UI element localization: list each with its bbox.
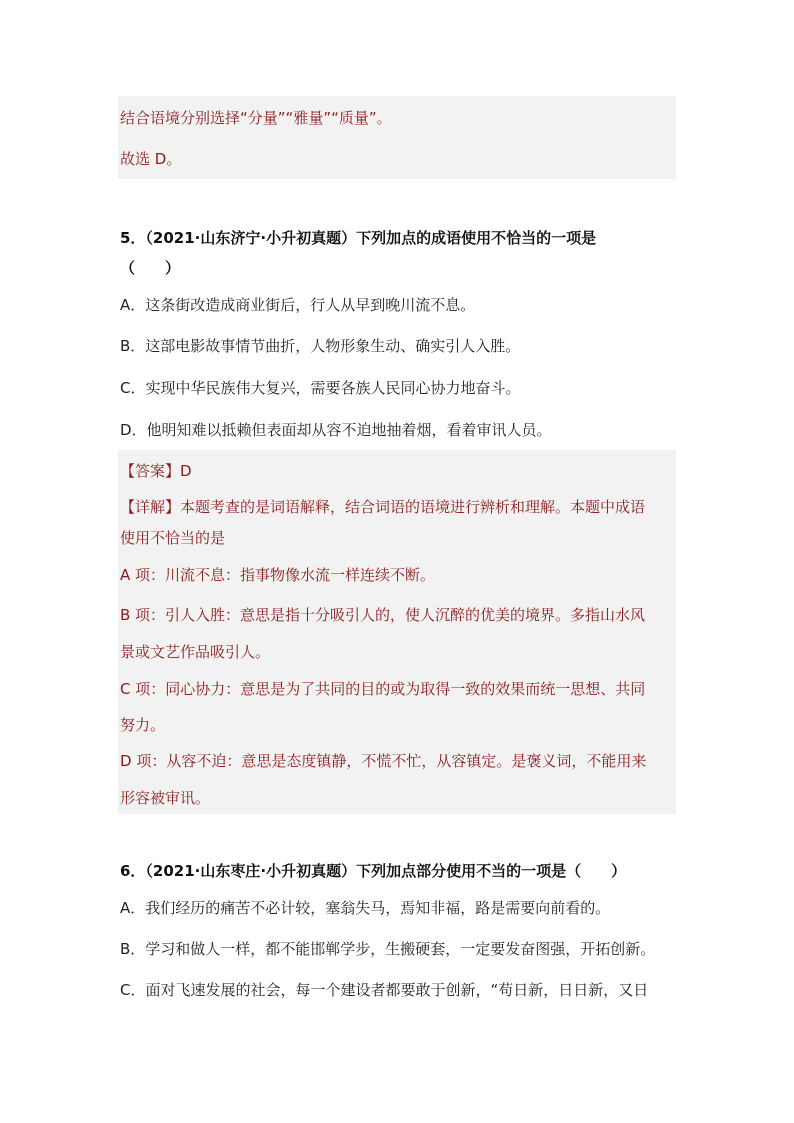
answer-label: 【答案】D [120, 462, 192, 480]
question-5-option-c: C．实现中华民族伟大复兴，需要各族人民同心协力地奋斗。 [120, 379, 521, 397]
question-6-title: 6．（2021·山东枣庄·小升初真题）下列加点部分使用不当的一项是（ ） [120, 862, 627, 880]
detail-line: 【详解】本题考查的是词语解释，结合词语的语境进行辨析和理解。本题中成语 [120, 498, 646, 516]
question-5-paren: （ ） [120, 259, 181, 277]
question-5-option-b: B．这部电影故事情节曲折，人物形象生动、确实引人入胜。 [120, 337, 521, 355]
question-5-title: 5．（2021·山东济宁·小升初真题）下列加点的成语使用不恰当的一项是 [120, 229, 597, 247]
question-6-option-a: A．我们经历的痛苦不必计较，塞翁失马，焉知非福，路是需要向前看的。 [120, 899, 611, 917]
detail-line: C 项：同心协力：意思是为了共同的目的或为取得一致的效果而统一思想、共同 [120, 680, 646, 698]
detail-line: B 项：引人入胜：意思是指十分吸引人的，使人沉醉的优美的境界。多指山水风 [120, 606, 646, 624]
detail-line: D 项：从容不迫：意思是态度镇静，不慌不忙，从容镇定。是褒义词，不能用来 [120, 752, 647, 770]
detail-line: 景或文艺作品吸引人。 [120, 643, 271, 661]
question-5-option-a: A．这条街改造成商业街后，行人从早到晚川流不息。 [120, 296, 476, 314]
detail-line: 使用不恰当的是 [120, 529, 226, 547]
detail-line: 努力。 [120, 716, 166, 734]
detail-line: 形容被审讯。 [120, 789, 211, 807]
detail-line: A 项：川流不息：指事物像水流一样连续不断。 [120, 566, 436, 584]
answer-line: 结合语境分别选择“分量”“雅量”“质量”。 [120, 109, 392, 127]
question-6-option-c: C．面对飞速发展的社会，每一个建设者都要敢于创新，“苟日新，日日新，又日 [120, 981, 649, 999]
answer-conclusion: 故选 D。 [120, 150, 182, 168]
question-5-option-d: D．他明知难以抵赖但表面却从容不迫地抽着烟，看着审讯人员。 [120, 421, 552, 439]
question-6-option-b: B．学习和做人一样，都不能邯郸学步，生搬硬套，一定要发奋图强，开拓创新。 [120, 940, 656, 958]
